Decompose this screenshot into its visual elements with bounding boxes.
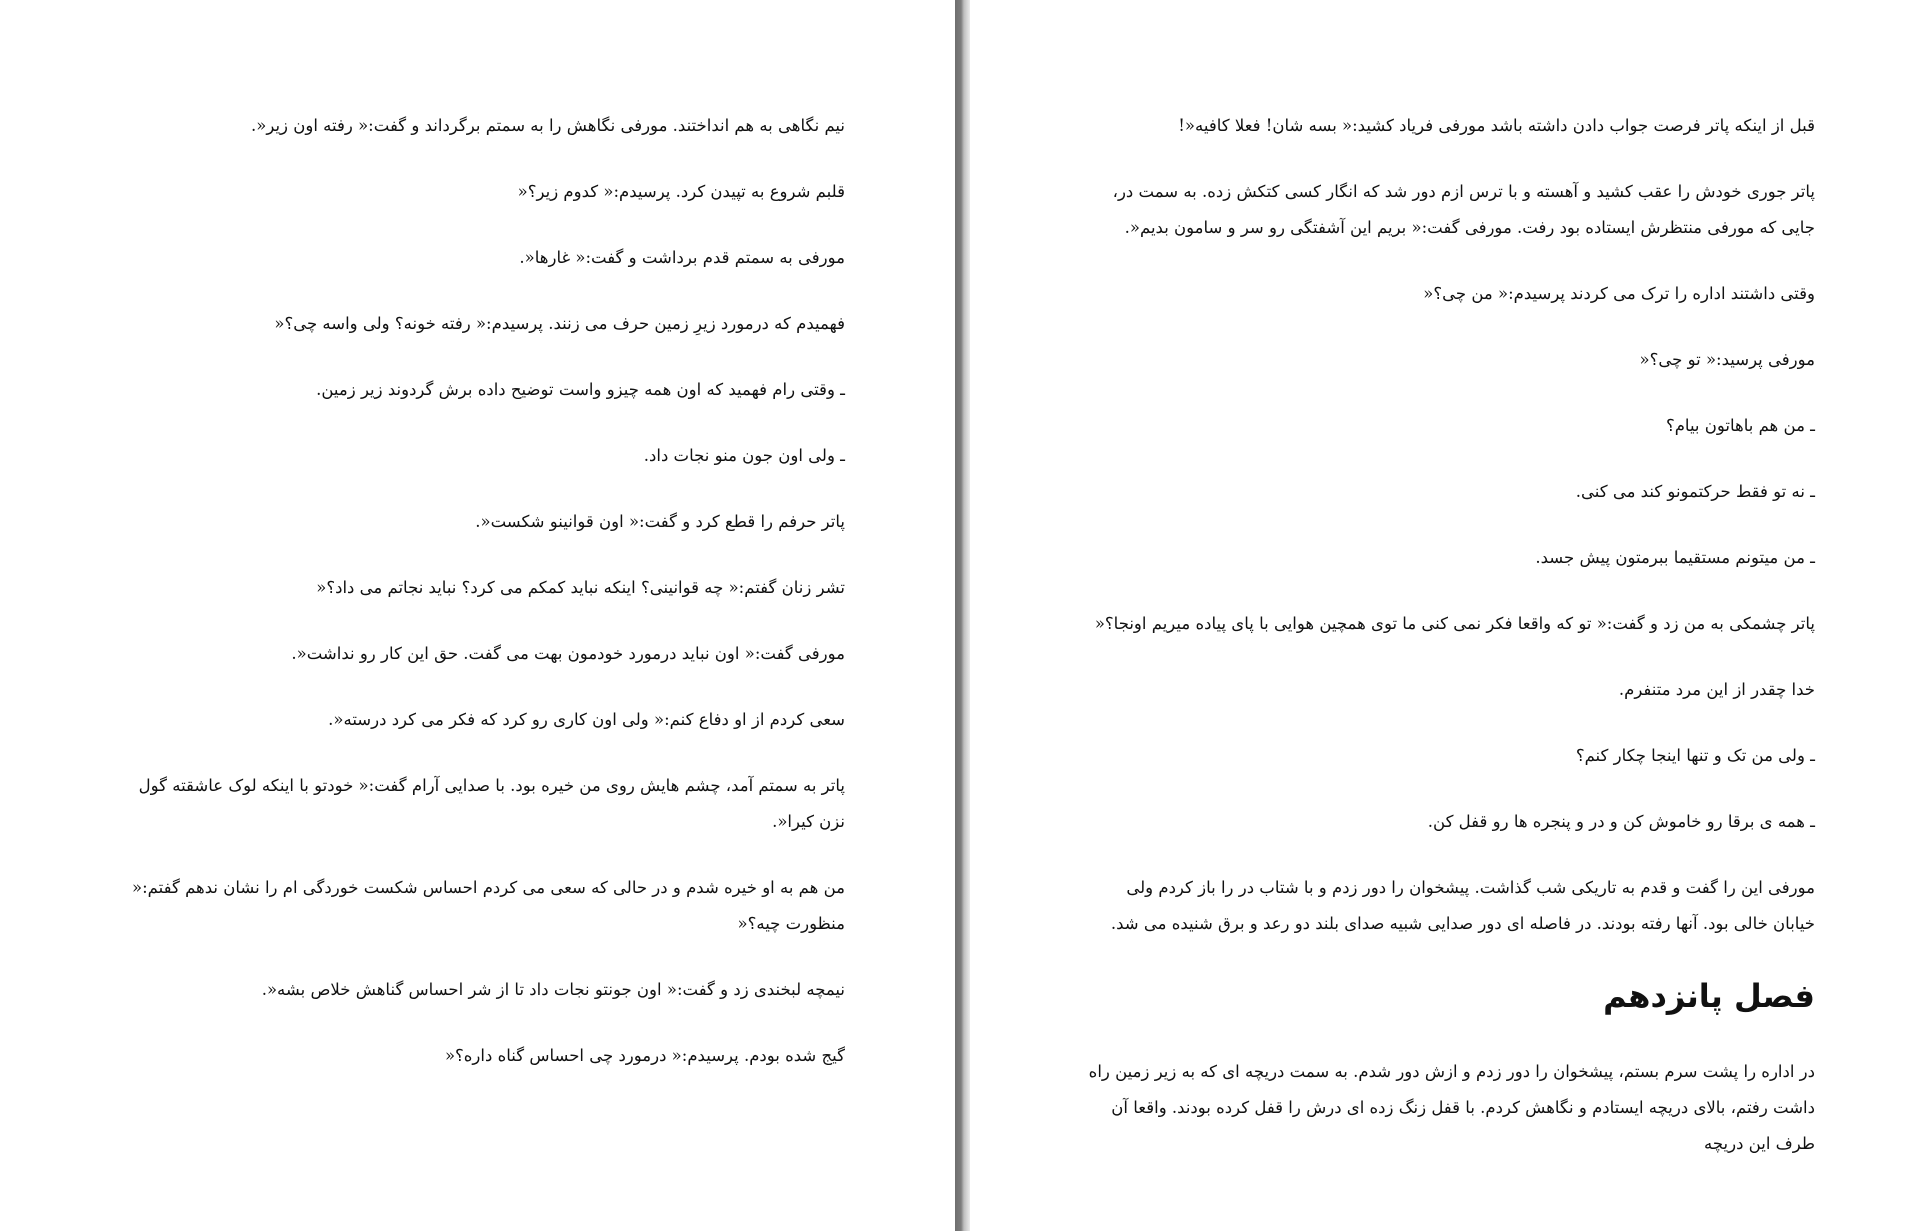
paragraph: پاتر چشمکی به من زد و گفت:« تو که واقعا فکر نمی کنی ما توی همچین هوایی با پای پیاده میریم اونجا؟«	[1094, 614, 1815, 633]
paragraph: وقتی داشتند اداره را ترک می کردند پرسیدم:« من چی؟«	[1423, 284, 1815, 303]
paragraph: ـ وقتی رام فهمید که اون همه چیزو واست توضیح داده برش گردوند زیر زمین.	[316, 380, 845, 399]
paragraph: تشر زنان گفتم:« چه قوانینی؟ اینکه نباید کمکم می کرد؟ نباید نجاتم می داد؟«	[316, 578, 845, 597]
paragraph: ـ ولی من تک و تنها اینجا چکار کنم؟	[1575, 746, 1815, 765]
paragraph: پاتر به سمتم آمد، چشم هایش روی من خیره بود. با صدایی آرام گفت:« خودتو با اینکه لوک عاشقته گول نزن کیرا«.	[138, 776, 845, 831]
paragraph: من هم به او خیره شدم و در حالی که سعی می کردم احساس شکست خوردگی ام را نشان ندهم گفتم:« منظورت چیه؟«	[132, 878, 845, 933]
paragraph: نیمچه لبخندی زد و گفت:« اون جونتو نجات داد تا از شر احساس گناهش خلاص بشه«.	[261, 980, 845, 999]
paragraph: ـ ولی اون جون منو نجات داد.	[643, 446, 845, 465]
left-page-text	[120, 108, 845, 1104]
paragraph: ـ من میتونم مستقیما ببرمتون پیش جسد.	[1535, 548, 1815, 567]
right-page-text	[1088, 108, 1815, 1192]
paragraph: قلبم شروع به تپیدن کرد. پرسیدم:« کدوم زیر؟«	[517, 182, 845, 201]
paragraph: مورفی این را گفت و قدم به تاریکی شب گذاشت. پیشخوان را دور زدم و با شتاب در را باز کردم ولی خیابان خالی بود. آنها رفته بودند. در فاصله ای دور صدایی شبیه صدای بلند دو رعد و برق شنیده می شد.	[1110, 878, 1815, 933]
paragraph: قبل از اینکه پاتر فرصت جواب دادن داشته باشد مورفی فریاد کشید:« بسه شان! فعلا کافیه«!	[1178, 116, 1815, 135]
paragraph: خدا چقدر از این مرد متنفرم.	[1618, 680, 1815, 699]
paragraph: ـ من هم باهاتون بیام؟	[1665, 416, 1815, 435]
chapter-title: فصل پانزدهم	[1603, 977, 1815, 1015]
paragraph: مورفی به سمتم قدم برداشت و گفت:« غارها«.	[519, 248, 845, 267]
paragraph: ـ نه تو فقط حرکتمونو کند می کنی.	[1575, 482, 1815, 501]
paragraph: مورفی پرسید:« تو چی؟«	[1639, 350, 1815, 369]
paragraph: مورفی گفت:« اون نباید درمورد خودمون بهت می گفت. حق این کار رو نداشت«.	[291, 644, 845, 663]
paragraph: فهمیدم که درمورد زیرِ زمین حرف می زنند. پرسیدم:« رفته خونه؟ ولی واسه چی؟«	[274, 314, 845, 333]
paragraph: نیم نگاهی به هم انداختند. مورفی نگاهش را به سمتم برگرداند و گفت:« رفته اون زیر«.	[251, 116, 845, 135]
page-spine-divider	[955, 0, 970, 1231]
paragraph: پاتر جوری خودش را عقب کشید و آهسته و با ترس ازم دور شد که انگار کسی کتکش زده. به سمت در، جایی که مورفی منتظرش ایستاده بود رفت. مورفی گفت:« بریم این آشفتگی رو سر و سامون بدیم«.	[1112, 182, 1815, 237]
paragraph: سعی کردم از او دفاع کنم:« ولی اون کاری رو کرد که فکر می کرد درسته«.	[328, 710, 845, 729]
paragraph: در اداره را پشت سرم بستم، پیشخوان را دور زدم و ازش دور شدم. به سمت دریچه ای که به زیر زمین راه داشت رفتم، بالای دریچه ایستادم و نگاهش کردم. با قفل زنگ زده ای درش را قفل کرده بودند. واقعا آن طرف این دریچه	[1088, 1062, 1815, 1153]
left-page	[0, 0, 955, 1231]
paragraph: گیج شده بودم. پرسیدم:« درمورد چی احساس گناه داره؟«	[444, 1046, 845, 1065]
right-page	[970, 0, 1917, 1231]
paragraph: پاتر حرفم را قطع کرد و گفت:« اون قوانینو شکست«.	[475, 512, 845, 531]
paragraph: ـ همه ی برقا رو خاموش کن و در و پنجره ها رو قفل کن.	[1427, 812, 1815, 831]
